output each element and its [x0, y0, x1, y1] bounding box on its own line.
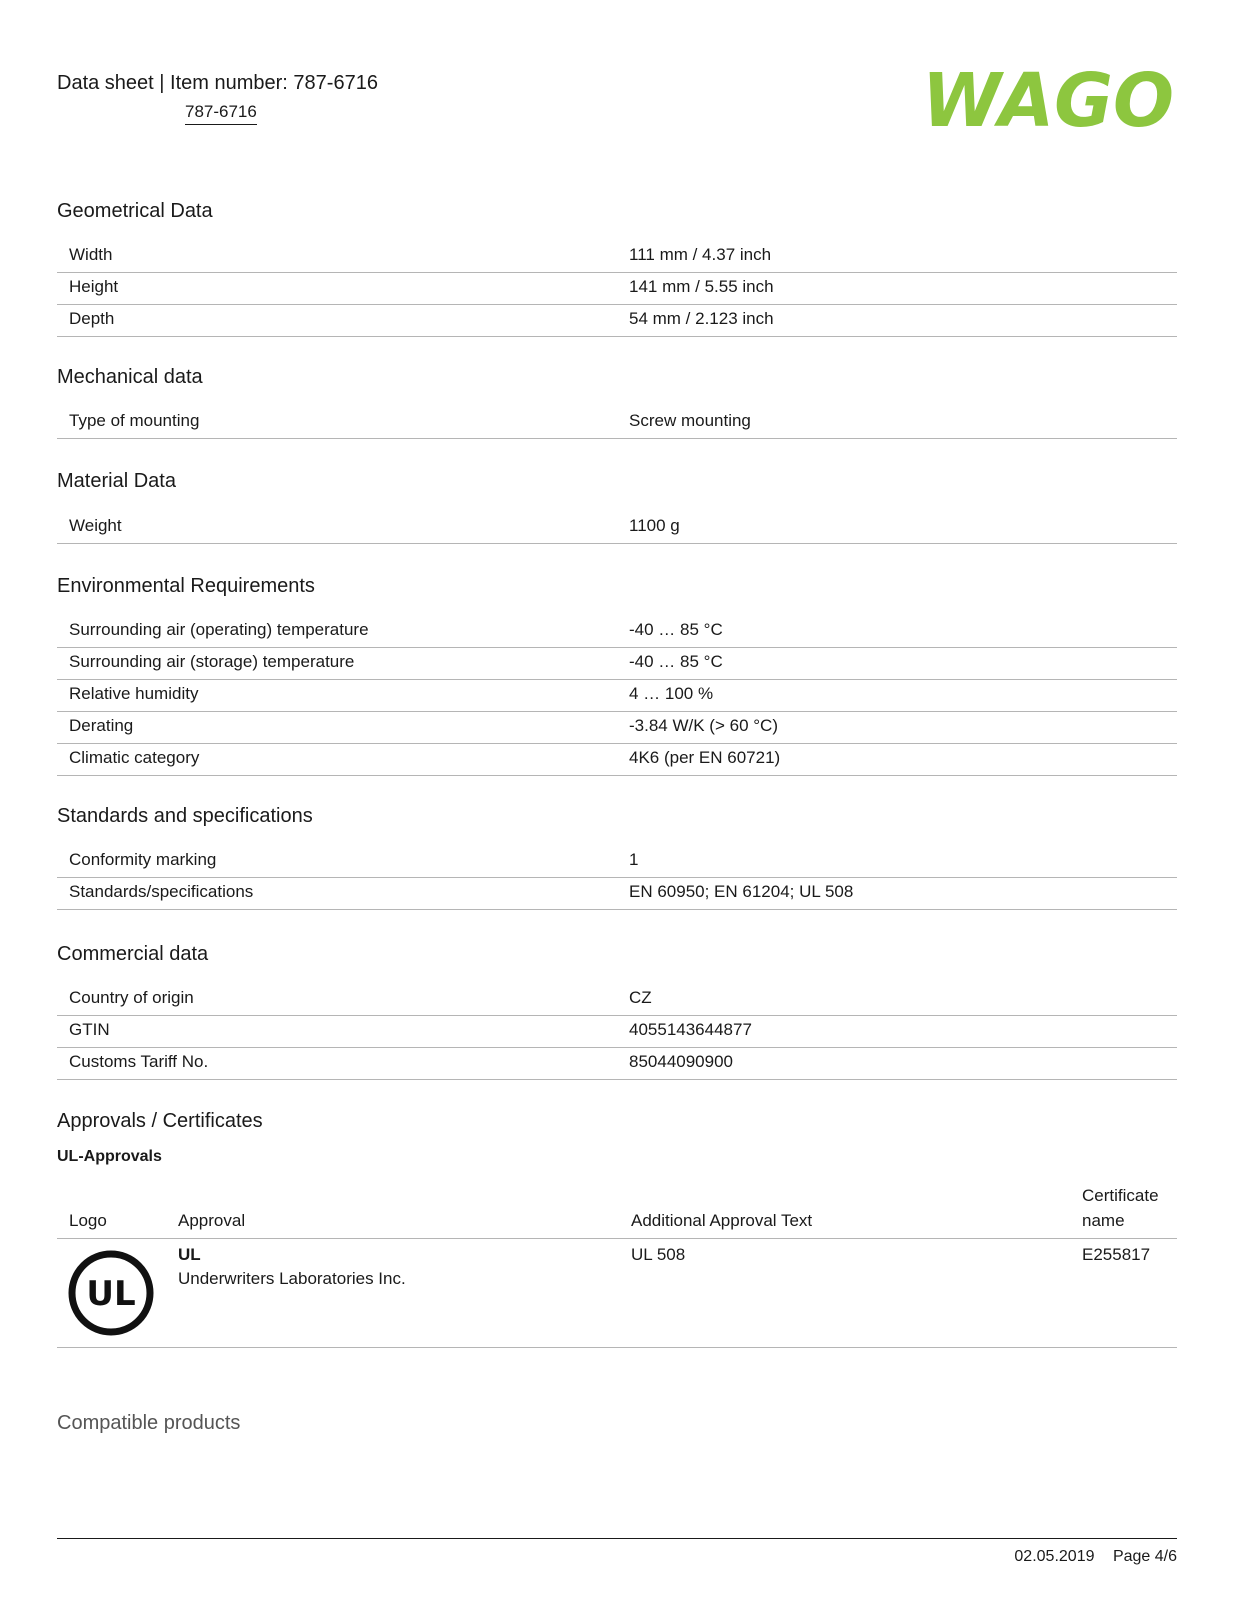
footer: [1000, 1548, 1177, 1566]
row-value: CZ: [629, 988, 652, 1007]
row-value: 111 mm / 4.37 inch: [629, 245, 772, 264]
row-label: Width: [69, 245, 113, 264]
ul-logo-icon: [67, 1249, 155, 1337]
table-row: [57, 273, 1177, 305]
row-value: 141 mm / 5.55 inch: [629, 277, 774, 296]
row-label: Relative humidity: [69, 684, 199, 703]
table-row: [57, 984, 1177, 1016]
table-row: [57, 878, 1177, 910]
row-label: Type of mounting: [69, 411, 200, 430]
approvals-table-header: [57, 1178, 1177, 1239]
approval-organization: Underwriters Laboratories Inc.: [178, 1269, 406, 1288]
table-row: [57, 846, 1177, 878]
column-header-certificate: Certificate: [1082, 1186, 1159, 1205]
row-value: -40 … 85 °C: [629, 620, 723, 639]
table-row: [57, 616, 1177, 648]
table-row: [57, 744, 1177, 776]
row-label: Country of origin: [69, 988, 194, 1007]
document-title: Data sheet | Item number: 787-6716: [57, 72, 378, 94]
row-value: 4K6 (per EN 60721): [629, 748, 781, 767]
row-label: Surrounding air (operating) temperature: [69, 620, 369, 639]
subsection-title-ul-approvals: UL-Approvals: [57, 1148, 162, 1165]
footer-page-number: Page 4/6: [1112, 1548, 1177, 1565]
table-row: [57, 407, 1177, 439]
wago-logo-text: WAGO: [922, 58, 1174, 144]
table-row: [57, 1016, 1177, 1048]
section-title-compatible: Compatible products: [57, 1412, 241, 1434]
section-title-geometrical: Geometrical Data: [57, 200, 213, 222]
section-title-commercial: Commercial data: [57, 943, 209, 965]
row-label: Customs Tariff No.: [69, 1052, 209, 1071]
table-row: [57, 241, 1177, 273]
section-title-mechanical: Mechanical data: [57, 366, 203, 388]
row-value: 1100 g: [629, 516, 680, 535]
row-label: Depth: [69, 309, 115, 328]
certificate-name: E255817: [1082, 1245, 1151, 1264]
table-standards: [57, 846, 1177, 910]
row-label: Weight: [69, 516, 122, 535]
row-label: Surrounding air (storage) temperature: [69, 652, 355, 671]
table-row: [57, 512, 1177, 544]
column-header-logo: Logo: [69, 1211, 107, 1230]
row-value: 4 … 100 %: [629, 684, 714, 703]
table-environmental: [57, 616, 1177, 776]
column-header-additional: Additional Approval Text: [631, 1211, 813, 1230]
row-value: -40 … 85 °C: [629, 652, 723, 671]
wago-logo: [922, 58, 1177, 144]
row-value: 1: [629, 850, 639, 869]
row-value: 54 mm / 2.123 inch: [629, 309, 774, 328]
row-label: Conformity marking: [69, 850, 217, 869]
column-header-certificate-name: name: [1082, 1211, 1125, 1230]
footer-date: 02.05.2019: [1014, 1548, 1095, 1565]
table-row: [57, 712, 1177, 744]
table-row: [57, 648, 1177, 680]
row-label: Standards/specifications: [69, 882, 254, 901]
approval-name: UL: [178, 1245, 201, 1264]
table-row: [57, 680, 1177, 712]
row-value: EN 60950; EN 61204; UL 508: [629, 882, 854, 901]
row-value: -3.84 W/K (> 60 °C): [629, 716, 778, 735]
section-title-standards: Standards and specifications: [57, 805, 313, 827]
table-material: [57, 512, 1177, 544]
row-label: GTIN: [69, 1020, 110, 1039]
table-row: [57, 1048, 1177, 1080]
footer-divider: [57, 1538, 1177, 1539]
row-value: Screw mounting: [629, 411, 751, 430]
ul-logo-text: UL: [86, 1274, 136, 1314]
table-mechanical: [57, 407, 1177, 439]
table-geometrical: [57, 241, 1177, 337]
approvals-table-row: [57, 1239, 1177, 1348]
row-label: Climatic category: [69, 748, 200, 767]
section-title-environmental: Environmental Requirements: [57, 575, 315, 597]
row-label: Height: [69, 277, 119, 296]
section-title-approvals: Approvals / Certificates: [57, 1110, 263, 1132]
row-label: Derating: [69, 716, 134, 735]
row-value: 85044090900: [629, 1052, 734, 1071]
table-commercial: [57, 984, 1177, 1080]
table-row: [57, 305, 1177, 337]
additional-approval-text: UL 508: [631, 1245, 686, 1264]
row-value: 4055143644877: [629, 1020, 752, 1039]
column-header-approval: Approval: [178, 1211, 246, 1230]
section-title-material: Material Data: [57, 470, 176, 492]
item-number-link[interactable]: 787-6716: [185, 102, 257, 125]
